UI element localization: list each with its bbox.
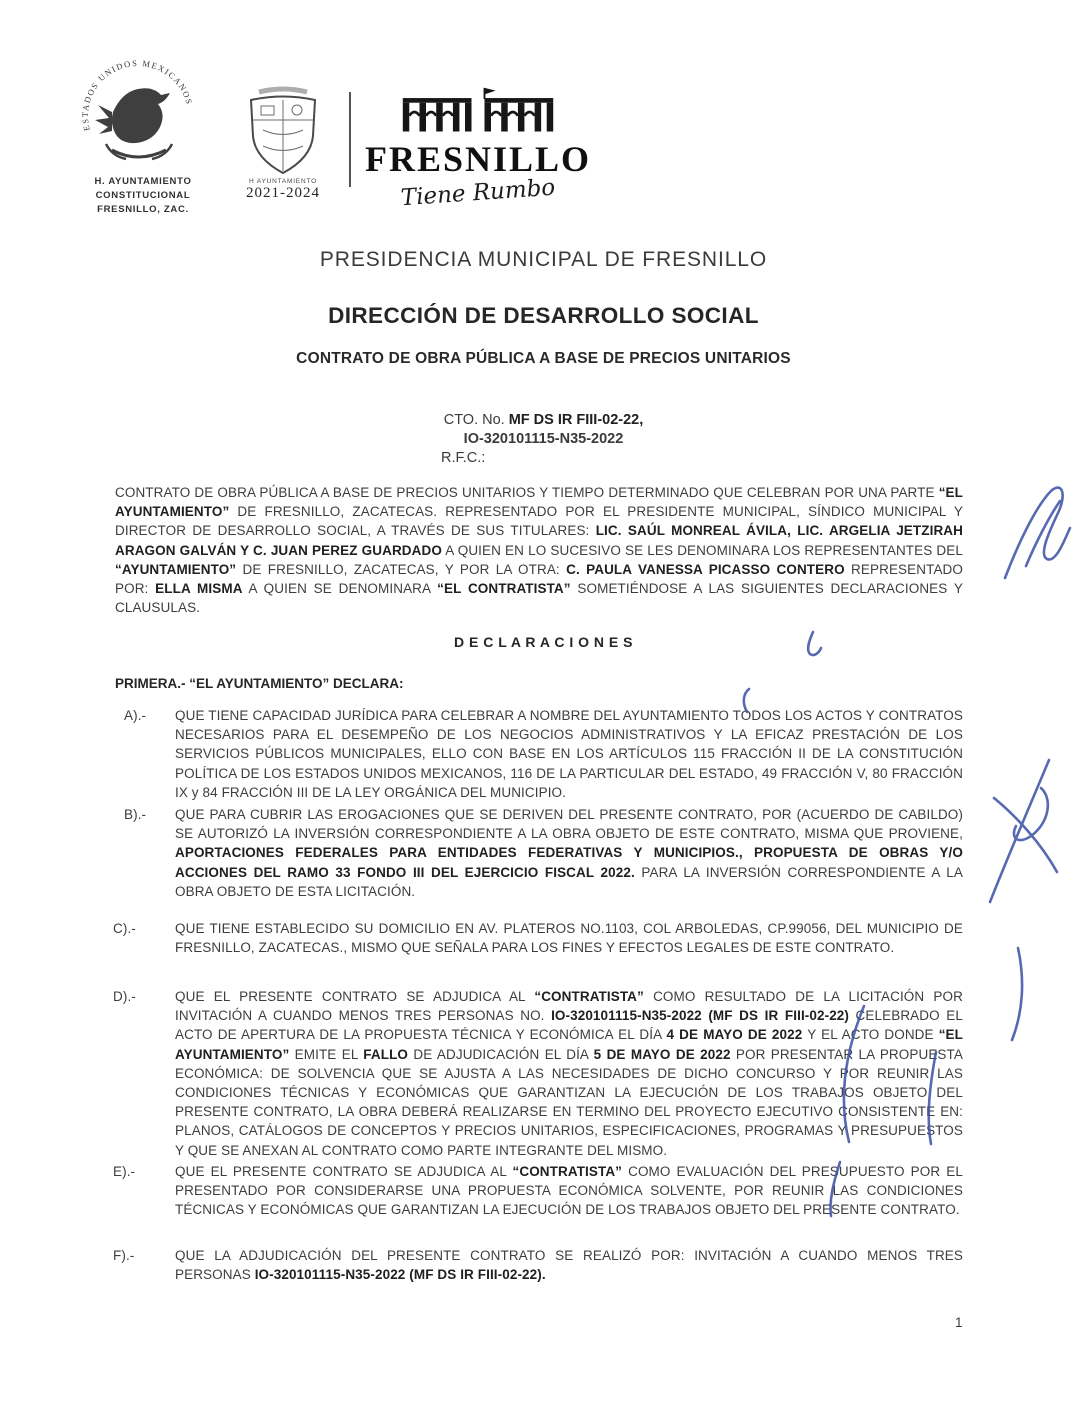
io-number-line: IO-320101115-N35-2022 <box>463 431 624 447</box>
clause-c-text: QUE TIENE ESTABLECIDO SU DOMICILIO EN AV. PLATEROS NO.1103, COL ARBOLEDAS, CP.99056, DEL MUNICIPIO DE FRESNILLO, ZACATECAS., MISMO QUE SEÑALA PARA LOS FINES Y EFECTOS LEGALES DE ESTE CONTRATO. <box>175 921 963 956</box>
left-logo-caption-line: CONSTITUCIONAL <box>95 190 191 201</box>
clause-b-text: QUE PARA CUBRIR LAS EROGACIONES QUE SE DERIVEN DEL PRESENTE CONTRATO, POR (ACUERDO DE CABILDO) SE AUTORIZÓ LA INVERSIÓN CORRESPONDIENTE A LA OBRA OBJETO DE ESTE CONTRATO, MISMA QUE PROVIENE, APORTACIONES FEDERALES PARA ENTIDADES FEDERATIVAS Y MUNICIPIOS., PROPUESTA DE OBRAS Y/O ACCIONES DEL RAMO 33 FONDO III DEL EJERCICIO FISCAL 2022. PARA LA INVERSIÓN CORRESPONDIENTE A LA OBRA OBJETO DE ESTA LICITACIÓN. <box>175 807 963 899</box>
header-divider <box>349 92 351 187</box>
pen-flourish-icon <box>994 798 1057 872</box>
clause-a-label: A).- <box>124 708 147 723</box>
page-number: 1 <box>955 1315 963 1330</box>
pen-signature-icon <box>1005 488 1070 578</box>
brand-tagline: Tiene Rumbo <box>400 174 556 212</box>
clause-b <box>113 805 963 901</box>
clause-a-text: QUE TIENE CAPACIDAD JURÍDICA PARA CELEBRAR A NOMBRE DEL AYUNTAMIENTO TODOS LOS ACTOS Y CONTRATOS NECESARIOS PARA EL DESEMPEÑO DE LOS NEGOCIOS ADMINISTRATIVOS Y LA EFICAZ PRESTACIÓN DE LOS SERVICIOS PÚBLICOS MUNICIPALES, ELLO CON BASE EN LOS ARTÍCULOS 115 FRACCIÓN II DE LA CONSTITUCIÓN POLÍTICA DE LOS ESTADOS UNIDOS MEXICANOS, 116 DE LA PARTICULAR DEL ESTADO, 49 FRACCIÓN V, 80 FRACCIÓN IX y 84 FRACCIÓN III DE LA LEY ORGÁNICA DEL MUNICIPIO. <box>175 708 963 800</box>
clause-d-label: D).- <box>113 989 136 1004</box>
center-logo-caption-small: H AYUNTAMIENTO <box>249 178 317 185</box>
pen-flourish-icon <box>1014 788 1048 840</box>
shield-crest-icon <box>231 84 335 178</box>
clause-f-text: QUE LA ADJUDICACIÓN DEL PRESENTE CONTRATO SE REALIZÓ POR: INVITACIÓN A CUANDO MENOS TRES PERSONAS IO-320101115-N35-2022 (MF DS IR FIII-02-22). <box>175 1248 963 1283</box>
municipal-coat-of-arms <box>68 50 218 217</box>
left-logo-caption-line: FRESNILLO, ZAC. <box>97 204 189 215</box>
clause-e <box>113 1162 963 1220</box>
clause-e-label: E).- <box>113 1164 136 1179</box>
fresnillo-brand-logo <box>362 86 594 212</box>
brand-name: FRESNILLO <box>364 139 592 179</box>
clause-f-label: F).- <box>113 1248 135 1263</box>
crest-arc-text: ESTADOS UNIDOS MEXICANOS <box>79 57 195 132</box>
contrato-subtitle: CONTRATO DE OBRA PÚBLICA A BASE DE PRECIOS UNITARIOS <box>296 350 791 367</box>
direccion-title: DIRECCIÓN DE DESARROLLO SOCIAL <box>328 303 759 328</box>
clause-c <box>113 919 963 957</box>
clause-b-label: B).- <box>124 807 147 822</box>
declaraciones-heading: D E C L A R A C I O N E S <box>454 634 633 650</box>
pen-flourish-icon <box>990 760 1049 902</box>
mexican-eagle-crest-icon <box>68 50 208 168</box>
ayuntamiento-shield-crest <box>231 84 335 202</box>
aqueduct-icon <box>398 86 558 138</box>
intro-paragraph: CONTRATO DE OBRA PÚBLICA A BASE DE PRECIOS UNITARIOS Y TIEMPO DETERMINADO QUE CELEBRAN POR UNA PARTE “EL AYUNTAMIENTO” DE FRESNILLO, ZACATECAS. REPRESENTADO POR EL PRESIDENTE MUNICIPAL, SÍNDICO MUNICIPAL Y DIRECTOR DE DESARROLLO SOCIAL, A TRAVÉS DE SUS TITULARES: LIC. SAÚL MONREAL ÁVILA, LIC. ARGELIA JETZIRAH ARAGON GALVÁN Y C. JUAN PEREZ GUARDADO A QUIEN EN LO SUCESIVO SE LES DENOMINARA LOS REPRESENTANTES DEL “AYUNTAMIENTO” DE FRESNILLO, ZACATECAS, Y POR LA OTRA: C. PAULA VANESSA PICASSO CONTERO REPRESENTADO POR: ELLA MISMA A QUIEN SE DENOMINARA “EL CONTRATISTA” SOMETIÉNDOSE A LAS SIGUIENTES DECLARACIONES Y CLAUSULAS. <box>115 485 964 616</box>
pen-signature-icon <box>1026 501 1060 566</box>
clause-f <box>113 1246 963 1284</box>
pen-stroke-icon <box>1012 948 1022 1040</box>
rfc-label: R.F.C.: <box>441 450 486 466</box>
clause-d <box>113 987 963 1160</box>
clause-e-text: QUE EL PRESENTE CONTRATO SE ADJUDICA AL “CONTRATISTA” COMO EVALUACIÓN DEL PRESUPUESTO POR EL PRESENTADO POR CONSIDERARSE UNA PROPUESTA ECONÓMICA SOLVENTE, POR REUNIR LAS CONDICIONES TÉCNICAS Y ECONÓMICAS QUE GARANTIZAN LA EJECUCIÓN DE LOS TRABAJOS OBJETO DEL PRESENTE CONTRATO. <box>175 1164 963 1218</box>
primera-heading: PRIMERA.- “EL AYUNTAMIENTO” DECLARA: <box>115 676 404 691</box>
clause-c-label: C).- <box>113 921 136 936</box>
clause-d-text: QUE EL PRESENTE CONTRATO SE ADJUDICA AL “CONTRATISTA” COMO RESULTADO DE LA LICITACIÓN POR INVITACIÓN A CUANDO MENOS TRES PERSONAS NO. IO-320101115-N35-2022 (MF DS IR FIII-02-22) CELEBRADO EL ACTO DE APERTURA DE LA PROPUESTA TÉCNICA Y ECONÓMICA EL DÍA 4 DE MAYO DE 2022 Y EL ACTO DONDE “EL AYUNTAMIENTO” EMITE EL FALLO DE ADJUDICACIÓN EL DÍA 5 DE MAYO DE 2022 POR PRESENTAR LA PROPUESTA ECONÓMICA: DE SOLVENCIA QUE SE AJUSTA A LAS NECESIDADES DE DICHO CONCURSO Y POR REUNIR LAS CONDICIONES TÉCNICAS Y ECONÓMICAS QUE GARANTIZAN LA EJECUCIÓN DE LOS TRABAJOS OBJETO DEL PRESENTE CONTRATO, LA OBRA DEBERÁ REALIZARSE EN TERMINO DEL PROYECTO EJECUTIVO CONSISTENTE EN: PLANOS, CATÁLOGOS DE CONCEPTOS Y PRECIOS UNITARIOS, ESPECIFICACIONES, PROGRAMAS Y PRESUPUESTOS Y QUE SE ANEXAN AL CONTRATO COMO PARTE INTEGRANTE DEL MISMO. <box>175 989 964 1158</box>
clause-a <box>113 706 963 802</box>
presidencia-title: PRESIDENCIA MUNICIPAL DE FRESNILLO <box>319 248 768 271</box>
contract-number-line: CTO. No. MF DS IR FIII-02-22, <box>443 412 644 428</box>
center-logo-years: 2021-2024 <box>246 185 320 201</box>
left-logo-caption-line: H. AYUNTAMIENTO <box>94 176 192 187</box>
